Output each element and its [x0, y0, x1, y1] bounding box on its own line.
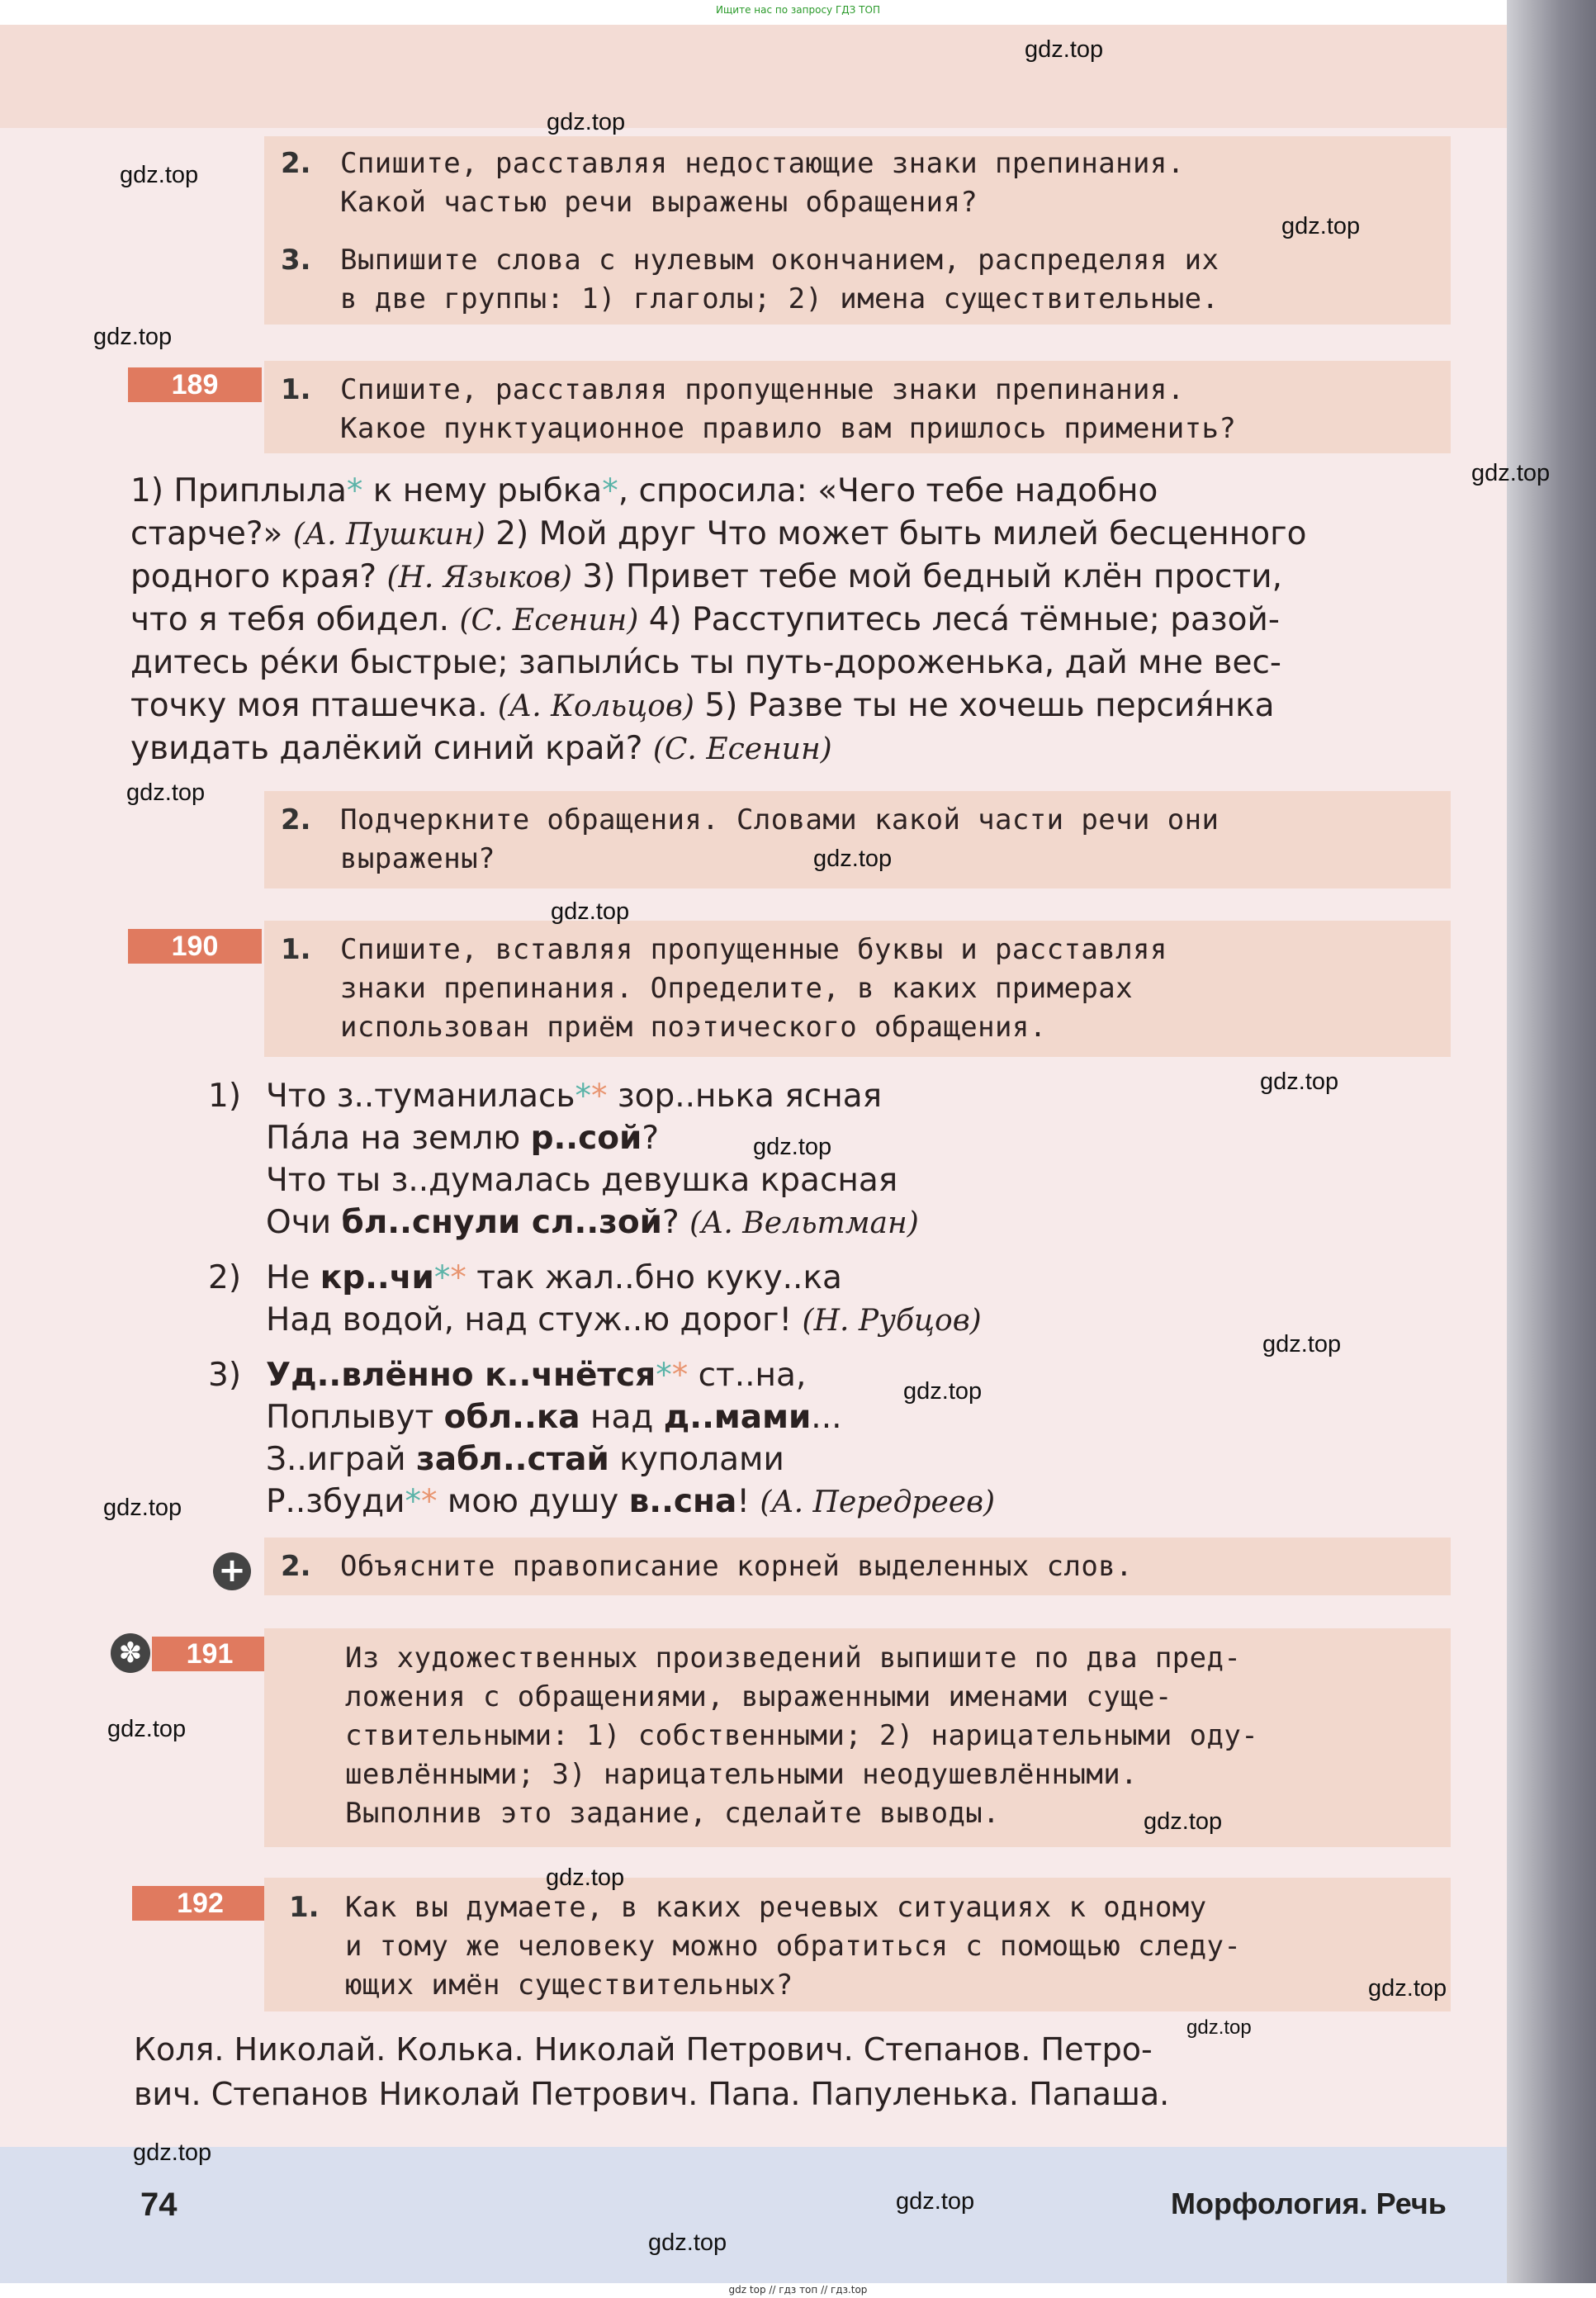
- watermark: gdz.top: [1144, 1808, 1223, 1835]
- poem-3-line-2: Поплывут обл..ка над д..мами...: [266, 1399, 842, 1436]
- watermark: gdz.top: [813, 846, 893, 872]
- ex189-text-line-1: 1) Приплыла* к нему рыбка*, спросила: «Чего тебе надобно: [130, 472, 1158, 509]
- watermark: gdz.top: [1368, 1975, 1447, 2002]
- watermark: gdz.top: [551, 898, 630, 925]
- ex189-q2-number: 2.: [281, 803, 311, 836]
- ex192-q1-number: 1.: [289, 1891, 320, 1924]
- ex192-q1-line-3: ющих имён существительных?: [345, 1969, 793, 2002]
- poem-3-line-1: Уд..влённо к..чнётся** ст..на,: [266, 1357, 807, 1394]
- watermark: gdz.top: [753, 1134, 832, 1160]
- poem-2-line-1: Не кр..чи** так жал..бно куку..ка: [266, 1259, 842, 1296]
- flower-icon: ✽: [111, 1633, 150, 1673]
- ex190-q2-number: 2.: [281, 1550, 311, 1583]
- poem-3-line-3: З..играй забл..стай куполами: [266, 1441, 784, 1478]
- watermark: gdz.top: [107, 1716, 187, 1742]
- poem-1-number: 1): [208, 1078, 242, 1115]
- poem-3-number: 3): [208, 1357, 242, 1394]
- footer-note: gdz top // гдз топ // гдз.top: [728, 2284, 868, 2296]
- watermark: gdz.top: [1281, 213, 1361, 239]
- plus-icon: +: [213, 1552, 251, 1590]
- ex189-q2-line-2: выражены?: [340, 842, 495, 875]
- ex191-line-2: ложения с обращениями, выраженными именами суще-: [345, 1680, 1172, 1713]
- watermark: gdz.top: [1025, 36, 1104, 63]
- prev-q3-number: 3.: [281, 244, 311, 277]
- section-title: Морфология. Речь: [1171, 2187, 1447, 2220]
- poem-1-line-1: Что з..туманилась** зор..нька ясная: [266, 1078, 883, 1115]
- watermark: gdz.top: [1260, 1068, 1339, 1095]
- prev-q2-line-2: Какой частью речи выражены обращения?: [340, 186, 978, 219]
- ex191-line-3: ствительными: 1) собственными; 2) нарицательными оду-: [345, 1719, 1259, 1752]
- watermark: gdz.top: [93, 324, 173, 350]
- ex190-q2-text: Объясните правописание корней выделенных слов.: [340, 1550, 1134, 1583]
- ex189-text-line-3: родного края? (Н. Языков) 3) Привет тебе мой бедный клён прости,: [130, 558, 1282, 595]
- ex190-q1-line-3: использован приём поэтического обращения.: [340, 1011, 1047, 1044]
- prev-q3-line-1: Выпишите слова с нулевым окончанием, распределяя их: [340, 244, 1219, 277]
- prev-q3-line-2: в две группы: 1) глаголы; 2) имена существительные.: [340, 282, 1219, 315]
- poem-1-line-2: Па́ла на землю р..сой?: [266, 1120, 660, 1157]
- ex190-q1-number: 1.: [281, 933, 311, 966]
- ex189-q2-line-1: Подчеркните обращения. Словами какой части речи они: [340, 803, 1219, 836]
- ex189-text-line-7: увидать далёкий синий край? (С. Есенин): [130, 730, 832, 767]
- ex191-line-5: Выполнив это задание, сделайте выводы.: [345, 1797, 1001, 1830]
- page-number: 74: [140, 2187, 178, 2223]
- ex192-q1-line-2: и тому же человеку можно обратиться с помощью следу-: [345, 1930, 1242, 1963]
- top-colored-band: [0, 25, 1507, 128]
- ex191-line-1: Из художественных произведений выпишите по два пред-: [345, 1642, 1242, 1675]
- poem-2-number: 2): [208, 1259, 242, 1296]
- watermark: gdz.top: [547, 109, 626, 135]
- watermark: gdz.top: [546, 1864, 625, 1891]
- ex189-q1-number: 1.: [281, 373, 311, 406]
- ex189-text-line-2: старче?» (А. Пушкин) 2) Мой друг Что может быть милей бесценного: [130, 515, 1307, 552]
- ex192-text-line-2: вич. Степанов Николай Петрович. Папа. Папуленька. Папаша.: [134, 2076, 1170, 2112]
- ex192-text-line-1: Коля. Николай. Колька. Николай Петрович. Степанов. Петро-: [134, 2031, 1153, 2068]
- poem-1-line-4: Очи бл..снули сл..зой? (А. Вельтман): [266, 1204, 919, 1241]
- poem-2-line-2: Над водой, над стуж..ю дорог! (Н. Рубцов): [266, 1301, 982, 1339]
- watermark: gdz.top: [903, 1378, 983, 1405]
- poem-3-line-4: Р..збуди** мою душу в..сна! (А. Передреев): [266, 1483, 996, 1520]
- poem-1-line-3: Что ты з..думалась девушка красная: [266, 1162, 898, 1199]
- watermark: gdz.top: [648, 2229, 727, 2256]
- exercise-190-badge: 190: [128, 929, 262, 964]
- ex191-line-4: шевлёнными; 3) нарицательными неодушевлёнными.: [345, 1758, 1139, 1791]
- watermark: gdz.top: [126, 779, 206, 806]
- ex189-q1-line-2: Какое пунктуационное правило вам пришлось применить?: [340, 412, 1237, 445]
- ex190-q1-line-2: знаки препинания. Определите, в каких примерах: [340, 972, 1134, 1005]
- ex189-text-line-5: дитесь ре́ки быстрые; запыли́сь ты путь-дороженька, дай мне вес-: [130, 644, 1281, 681]
- watermark: gdz.top: [133, 2139, 212, 2166]
- prev-q2-number: 2.: [281, 147, 311, 180]
- watermark: gdz.top: [1471, 460, 1551, 486]
- watermark: gdz.top: [120, 162, 199, 188]
- ex192-q1-line-1: Как вы думаете, в каких речевых ситуациях к одному: [345, 1891, 1207, 1924]
- watermark: gdz.top: [1262, 1331, 1342, 1357]
- exercise-191-badge: 191: [152, 1637, 268, 1671]
- exercise-192-badge: 192: [132, 1886, 268, 1921]
- ex190-q1-line-1: Спишите, вставляя пропущенные буквы и расставляя: [340, 933, 1167, 966]
- ex189-q1-line-1: Спишите, расставляя пропущенные знаки препинания.: [340, 373, 1185, 406]
- ex189-text-line-6: точку моя пташечка. (А. Кольцов) 5) Разве ты не хочешь персия́нка: [130, 687, 1275, 724]
- watermark: gdz.top: [1186, 2016, 1252, 2039]
- ex189-text-line-4: что я тебя обидел. (С. Есенин) 4) Расступитесь леса́ тёмные; разой-: [130, 601, 1280, 638]
- watermark: gdz.top: [103, 1495, 182, 1521]
- page-edge: [1507, 0, 1596, 2298]
- prev-q2-line-1: Спишите, расставляя недостающие знаки препинания.: [340, 147, 1185, 180]
- watermark: gdz.top: [896, 2188, 975, 2215]
- header-note: Ищите нас по запросу ГДЗ ТОП: [716, 4, 880, 16]
- exercise-189-badge: 189: [128, 367, 262, 402]
